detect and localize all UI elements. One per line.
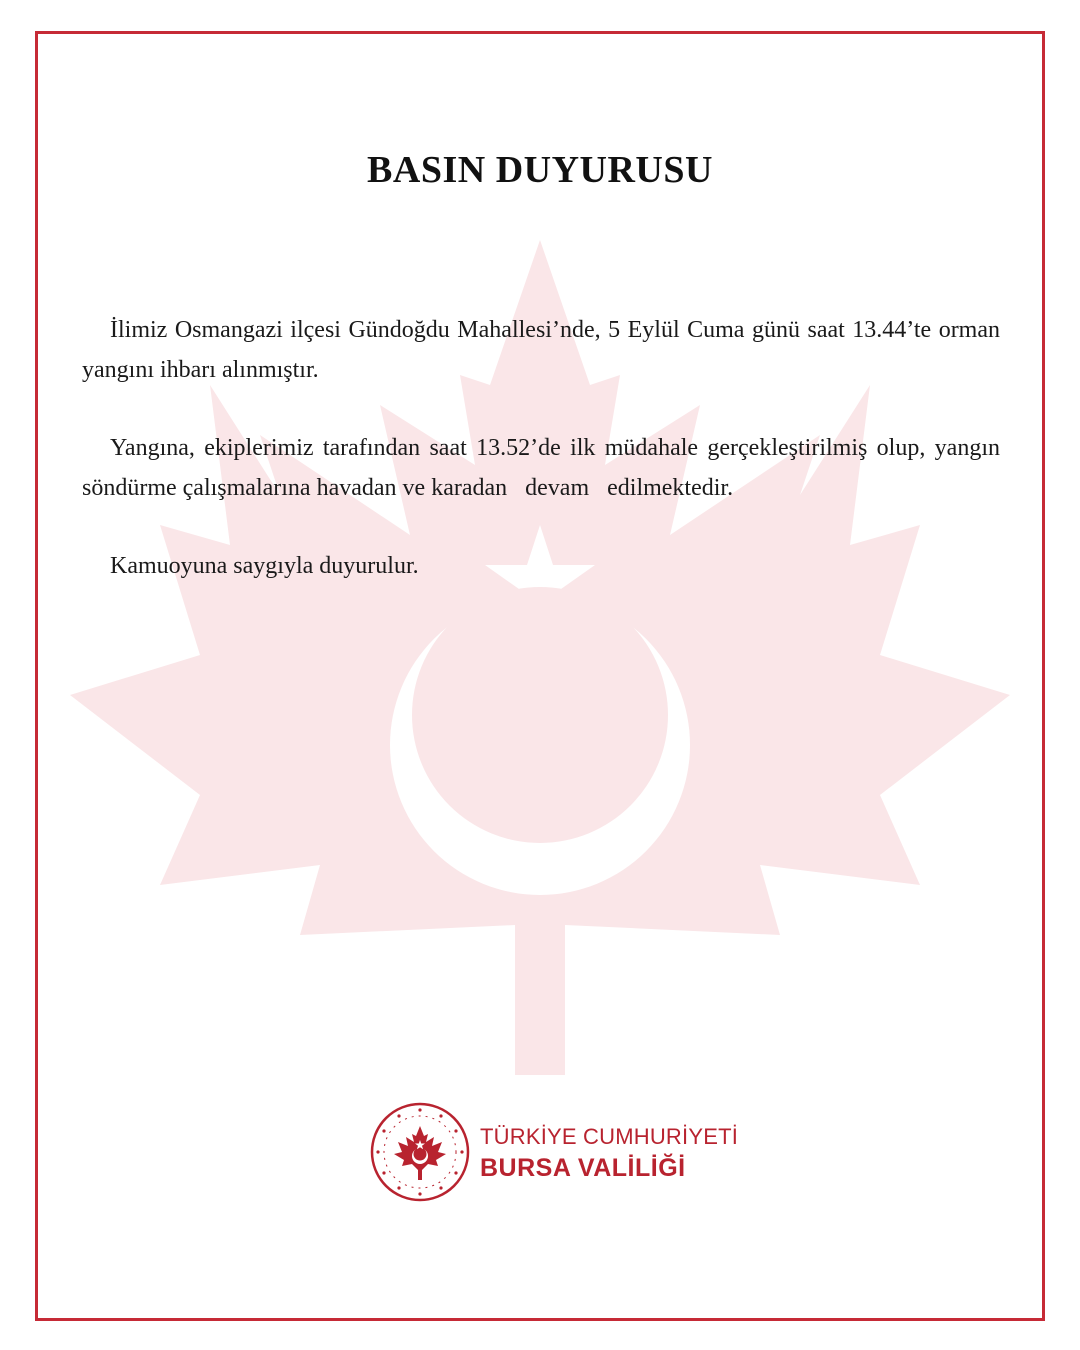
logo-line-turkiye-cumhuriyeti: TÜRKİYE CUMHURİYETİ <box>480 1124 739 1149</box>
paragraph-1: İlimiz Osmangazi ilçesi Gündoğdu Mahallesi’nde, 5 Eylül Cuma günü saat 13.44’te orman yangını ihbarı alınmıştır. <box>82 317 1000 383</box>
maple-leaf-seal-icon <box>368 1100 472 1204</box>
paragraph-2: Yangına, ekiplerimiz tarafından saat 13.52’de ilk müdahale gerçekleştirilmiş olup, yangın söndürme çalışmalarına havadan ve karadan devam edilmektedir. <box>82 435 1006 501</box>
document-body <box>82 310 1006 586</box>
paragraph-3: Kamuoyuna saygıyla duyurulur. <box>110 553 419 579</box>
governorship-logo <box>368 1100 739 1204</box>
document-title: BASIN DUYURUSU <box>367 149 713 191</box>
logo-line-bursa-valiligi: BURSA VALİLİĞİ <box>480 1154 686 1182</box>
